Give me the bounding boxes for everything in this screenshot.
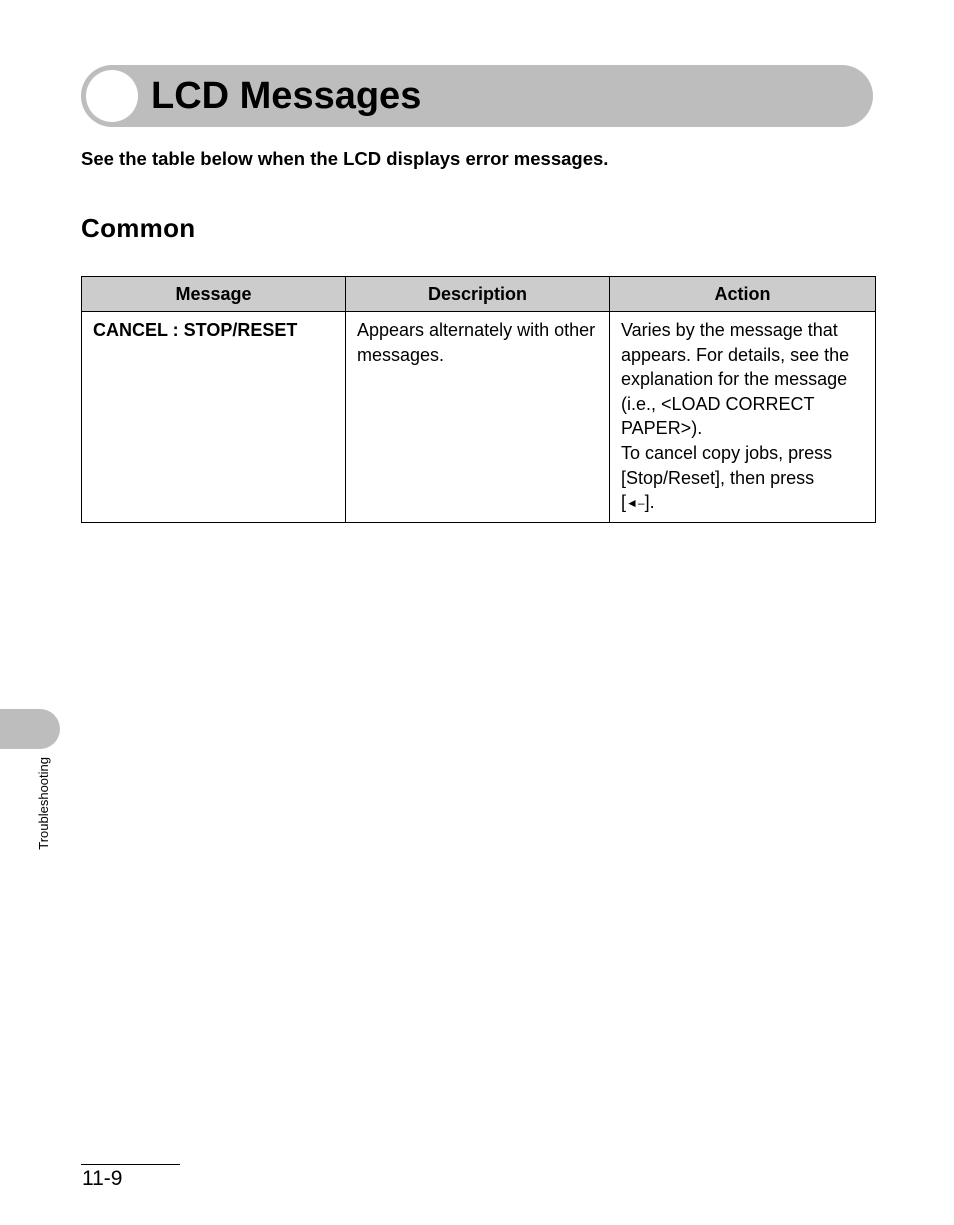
action-text-line: To cancel copy jobs, press [Stop/Reset], then press — [621, 442, 833, 488]
chapter-side-label: Troubleshooting — [36, 757, 51, 850]
key-bracket-close: ]. — [644, 492, 655, 513]
action-text-line: Varies by the message that appears. For details, see the explanation for the message (i.e., <LOAD CORRECT PAPER>). — [621, 320, 850, 439]
title-banner-circle — [86, 70, 138, 122]
lcd-messages-table — [81, 276, 876, 523]
chapter-side-tab — [0, 709, 60, 749]
message-cell: CANCEL : STOP/RESET — [82, 312, 346, 523]
description-cell: Appears alternately with other messages. — [346, 312, 610, 523]
table-row — [82, 312, 876, 523]
column-header-description: Description — [346, 277, 610, 312]
action-key-line — [621, 490, 864, 516]
key-bracket-open: [ — [621, 492, 627, 513]
back-arrow-icon: ◄– — [626, 496, 645, 511]
section-heading: Common — [81, 213, 196, 243]
column-header-action: Action — [610, 277, 876, 312]
page-title: LCD Messages — [151, 75, 422, 117]
table-header-row — [82, 277, 876, 312]
footer-rule — [81, 1164, 180, 1165]
page-number: 11-9 — [82, 1167, 123, 1190]
intro-text: See the table below when the LCD displays error messages. — [81, 148, 609, 169]
action-cell — [610, 312, 876, 523]
column-header-message: Message — [82, 277, 346, 312]
